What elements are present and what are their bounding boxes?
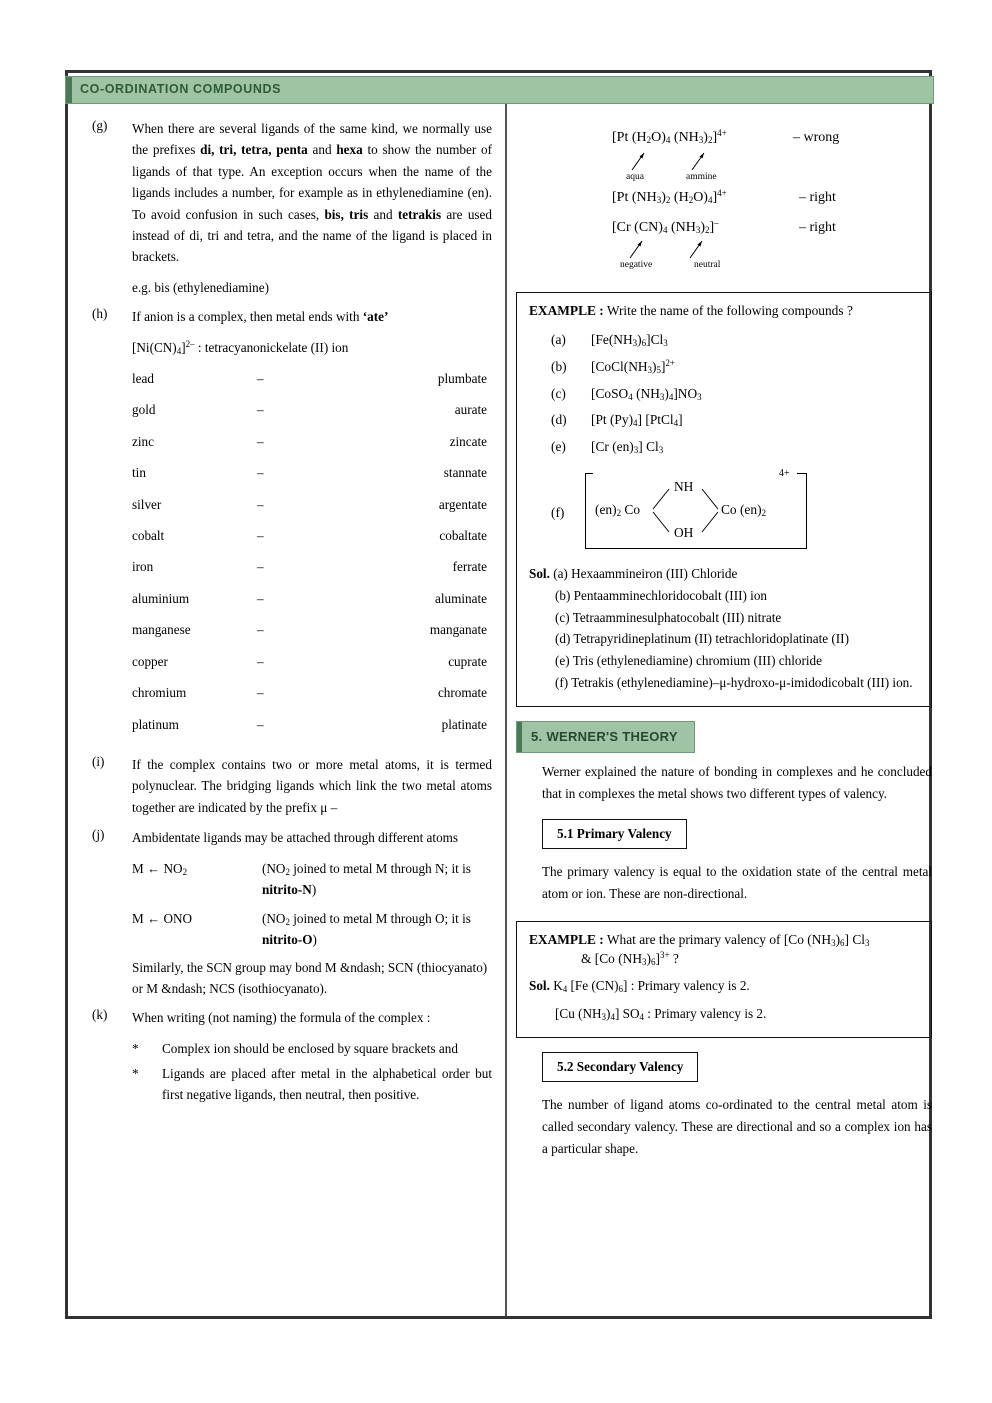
list-marker: (k) — [92, 1007, 108, 1023]
subsection-primary-valency: 5.1 Primary Valency — [542, 819, 687, 849]
bridge-bottom-label: OH — [674, 525, 694, 541]
list-marker: (i) — [92, 754, 105, 770]
example-title — [529, 303, 919, 319]
label-neutral: neutral — [694, 260, 721, 270]
question-row — [529, 434, 919, 461]
metal-name: platinum — [132, 716, 179, 732]
question-row — [529, 407, 919, 434]
label-negative: negative — [620, 260, 653, 270]
bottom-rule — [65, 1316, 932, 1319]
anion-name: argentate — [438, 496, 487, 512]
solution-line — [529, 1003, 919, 1025]
dash: – — [257, 402, 264, 418]
dash: – — [257, 433, 264, 449]
question-formula: [CoSO$_4$ $(NH_3)_4]NO_3$ — [591, 385, 702, 402]
verdict-wrong: – wrong — [793, 130, 840, 145]
anion-name: stannate — [443, 465, 487, 481]
ambidentate-formula: M ← ONO — [132, 911, 193, 927]
dash: – — [257, 465, 264, 481]
subsection-secondary-valency: 5.2 Secondary Valency — [542, 1052, 698, 1082]
section-number: 5. — [531, 728, 543, 744]
solution-text: (a) Hexaammineiron (III) Chloride — [553, 566, 738, 582]
anion-name: zincate — [449, 433, 487, 449]
ambidentate-note: ($NO_2$ joined to metal M through N; it is nitrito-N) — [262, 860, 471, 897]
ambidentate-row — [132, 858, 492, 901]
solution-line — [529, 650, 919, 672]
table-row — [132, 520, 492, 551]
label-aqua: aqua — [626, 172, 644, 182]
list-marker: (h) — [92, 306, 108, 321]
list-marker: (g) — [92, 118, 108, 133]
header-title: CO-ORDINATION COMPOUNDS — [80, 82, 282, 96]
list-item-g — [92, 118, 492, 268]
bridged-complex-diagram — [529, 467, 919, 559]
formula-right-2: [Cr $(CN)_4$ $(NH_3)_2]^-$ — [612, 218, 719, 235]
question-marker: (f) — [551, 505, 565, 521]
example-title — [529, 932, 919, 948]
similarly-note: Similarly, the SCN group may bond M &ndash; SCN (thiocyanato) or M &ndash; NCS (isothiocyanato). — [132, 959, 488, 996]
solution-line — [529, 975, 919, 997]
solution-text: (c) Tetraamminesulphatocobalt (III) nitrate — [555, 609, 782, 625]
anion-name: cobaltate — [439, 528, 487, 544]
question-marker: (b) — [551, 358, 567, 374]
header-accent-bar — [66, 77, 72, 103]
dash: – — [257, 370, 264, 386]
asterisk-icon: * — [132, 1066, 139, 1082]
anion-name: aluminate — [435, 590, 487, 606]
table-row — [132, 677, 492, 708]
solution-line — [529, 672, 919, 694]
list-marker: (j) — [92, 827, 105, 843]
list-item-j — [92, 827, 492, 848]
question-row — [529, 354, 919, 381]
solution-line — [529, 628, 919, 650]
formula-wrong: [Pt $(H_2O)_4$ $(NH_3)_2]^{4+}$ — [612, 128, 727, 145]
bridge-left-label: $(en)_2$ Co — [595, 502, 641, 519]
column-divider — [505, 103, 507, 1316]
bridge-right-label: Co $(en)_2$ — [721, 502, 767, 519]
list-item — [132, 1038, 492, 1059]
solution-block — [529, 563, 919, 694]
metal-name: lead — [132, 370, 154, 386]
table-row — [132, 489, 492, 520]
table-row — [132, 551, 492, 582]
anion-name: platinate — [441, 716, 487, 732]
primary-valency-body: The primary valency is equal to the oxidation state of the central metal atom or ion. These are non-directional. — [542, 864, 932, 902]
right-column — [516, 118, 932, 1161]
table-row — [132, 709, 492, 740]
example-box-1 — [516, 292, 932, 707]
dash: – — [257, 653, 264, 669]
example-label: EXAMPLE : — [529, 932, 604, 948]
example-question-line2: & [Co $(NH_3)_6]^{3+}$ ? — [581, 950, 679, 968]
question-formula: [Cr $(en)_3$] $Cl_3$ — [591, 439, 664, 456]
example-question: Write the name of the following compounds ? — [606, 303, 853, 318]
list-item — [132, 1063, 492, 1106]
formula-examples-block — [516, 118, 932, 278]
secondary-valency-body: The number of ligand atoms co-ordinated to the central metal atom is called secondary valency. These are directional and so a complex ion has a particular shape. — [542, 1097, 932, 1157]
bridge-bonds — [585, 469, 815, 555]
metal-name: chromium — [132, 685, 187, 701]
dash: – — [257, 685, 264, 701]
bridge-top-label: NH — [674, 479, 694, 495]
solution-label: Sol. — [529, 566, 550, 582]
example-box-2 — [516, 921, 932, 1038]
question-marker: (a) — [551, 332, 566, 347]
question-row — [529, 327, 919, 354]
verdict-right-2: – right — [799, 220, 836, 235]
anion-name: aurate — [454, 402, 487, 418]
eg-bis-ethylenediamine: e.g. bis (ethylenediamine) — [132, 279, 269, 295]
list-item-text: If anion is a complex, then metal ends with ‘ate’ — [132, 309, 389, 324]
formula-right-1: [Pt $(NH_3)_2$ $(H_2O)_4]^{4+}$ — [612, 188, 727, 205]
star-list — [92, 1038, 492, 1106]
table-row — [132, 646, 492, 677]
question-marker: (d) — [551, 412, 567, 428]
dash: – — [257, 622, 264, 638]
ambidentate-note: ($NO_2$ joined to metal M through O; it is nitrito-O) — [262, 911, 471, 948]
bridge-charge: 4+ — [779, 468, 790, 480]
solution-label: Sol. — [529, 978, 550, 994]
label-ammine: ammine — [686, 172, 717, 182]
metal-name: cobalt — [132, 528, 165, 544]
table-row — [132, 394, 492, 425]
dash: – — [257, 559, 264, 575]
solution-line — [529, 563, 919, 585]
verdict-right-1: – right — [799, 190, 836, 205]
metal-name: aluminium — [132, 590, 190, 606]
left-rule — [65, 70, 68, 1319]
metal-name: gold — [132, 402, 156, 418]
top-rule — [65, 70, 932, 73]
anion-name: manganate — [429, 622, 487, 638]
anion-name: cuprate — [448, 653, 487, 669]
table-row — [132, 457, 492, 488]
page-header — [65, 76, 934, 104]
ambidentate-row — [132, 908, 492, 951]
anion-name: chromate — [437, 685, 487, 701]
dash: – — [257, 528, 264, 544]
dash: – — [257, 496, 264, 512]
section-heading-werners-theory — [516, 721, 695, 753]
nickelate-formula: $[Ni(CN)_4]^{2-}$ : tetracyanonickelate (II) ion — [132, 339, 349, 357]
question-formula: $[Fe(NH_3)_6]Cl_3$ — [591, 332, 668, 348]
section-body-text: Werner explained the nature of bonding in complexes and he concluded that in complexes the metal shows two different types of valency. — [542, 763, 932, 801]
question-formula: $[CoCl(NH_3)_5]^{2+}$ — [591, 357, 676, 375]
solution-block — [529, 975, 919, 1025]
left-column — [92, 118, 492, 1110]
metal-name: manganese — [132, 622, 191, 638]
annotation-arrows-1 — [626, 150, 716, 172]
solution-text: $K_4$ [Fe $(CN)_6$] : Primary valency is 2. — [553, 978, 750, 995]
ambidentate-table — [92, 858, 492, 951]
solution-line — [529, 585, 919, 607]
table-row — [132, 583, 492, 614]
metal-name: silver — [132, 496, 162, 512]
metal-name: iron — [132, 559, 154, 575]
solution-text: (e) Tris (ethylenediamine) chromium (III) chloride — [555, 653, 822, 669]
solution-text: (b) Pentaamminechloridocobalt (III) ion — [555, 587, 768, 603]
section-accent-bar — [517, 722, 522, 752]
list-item-i — [92, 754, 492, 818]
asterisk-icon: * — [132, 1040, 139, 1056]
table-row — [132, 614, 492, 645]
list-item-text: When writing (not naming) the formula of the complex : — [132, 1010, 431, 1026]
ambidentate-formula: M ← $NO_2$ — [132, 860, 188, 877]
metal-name: zinc — [132, 433, 154, 449]
list-item-text: If the complex contains two or more metal atoms, it is termed polynuclear. The bridging ligands which link the two metal atoms together are indicated by the prefix μ – — [132, 757, 492, 815]
list-item-text: Ambidentate ligands may be attached through different atoms — [132, 830, 459, 846]
metal-name-table — [92, 363, 492, 740]
table-row — [132, 363, 492, 394]
dash: – — [257, 716, 264, 732]
dash: – — [257, 590, 264, 606]
question-marker: (e) — [551, 439, 566, 455]
annotation-arrows-2 — [624, 238, 714, 260]
metal-name: tin — [132, 465, 146, 481]
question-formula: [Pt $(Py)_4$] [PtCl$_4$] — [591, 412, 683, 429]
star-text: Complex ion should be enclosed by square brackets and — [162, 1040, 458, 1056]
section-title: WERNER'S THEORY — [546, 728, 678, 744]
list-item-text: When there are several ligands of the same kind, we normally use the prefixes di, tri, tetra, penta and hexa to show the number of ligands of that type. An exception occurs when the name of the ligands includes a number, for example as in ethylenediamine (en). To avoid confusion in such cases, bis, tris and tetrakis are used instead of di, tri and tetra, and the name of the ligand is placed in brackets. — [132, 121, 492, 265]
question-marker: (c) — [551, 385, 566, 401]
solution-line — [529, 607, 919, 629]
anion-name: ferrate — [452, 559, 487, 575]
list-item-k — [92, 1007, 492, 1028]
metal-name: copper — [132, 653, 168, 669]
anion-name: plumbate — [437, 370, 487, 386]
star-text: Ligands are placed after metal in the alphabetical order but first negative ligands, then neutral, then positive. — [162, 1066, 492, 1103]
example-label: EXAMPLE : — [529, 303, 604, 318]
table-row — [132, 426, 492, 457]
list-item-h — [92, 306, 492, 327]
solution-text: (f) Tetrakis (ethylenediamine)–μ-hydroxo-μ-imidodicobalt (III) ion. — [555, 674, 913, 690]
solution-text: (d) Tetrapyridineplatinum (II) tetrachloridoplatinate (II) — [555, 631, 849, 647]
question-row — [529, 381, 919, 408]
example-question: What are the primary valency of [Co $(NH_3)_6$] $Cl_3$ — [606, 932, 870, 949]
solution-text: [Cu $(NH_3)_4$] $SO_4$ : Primary valency is 2. — [555, 1006, 767, 1023]
